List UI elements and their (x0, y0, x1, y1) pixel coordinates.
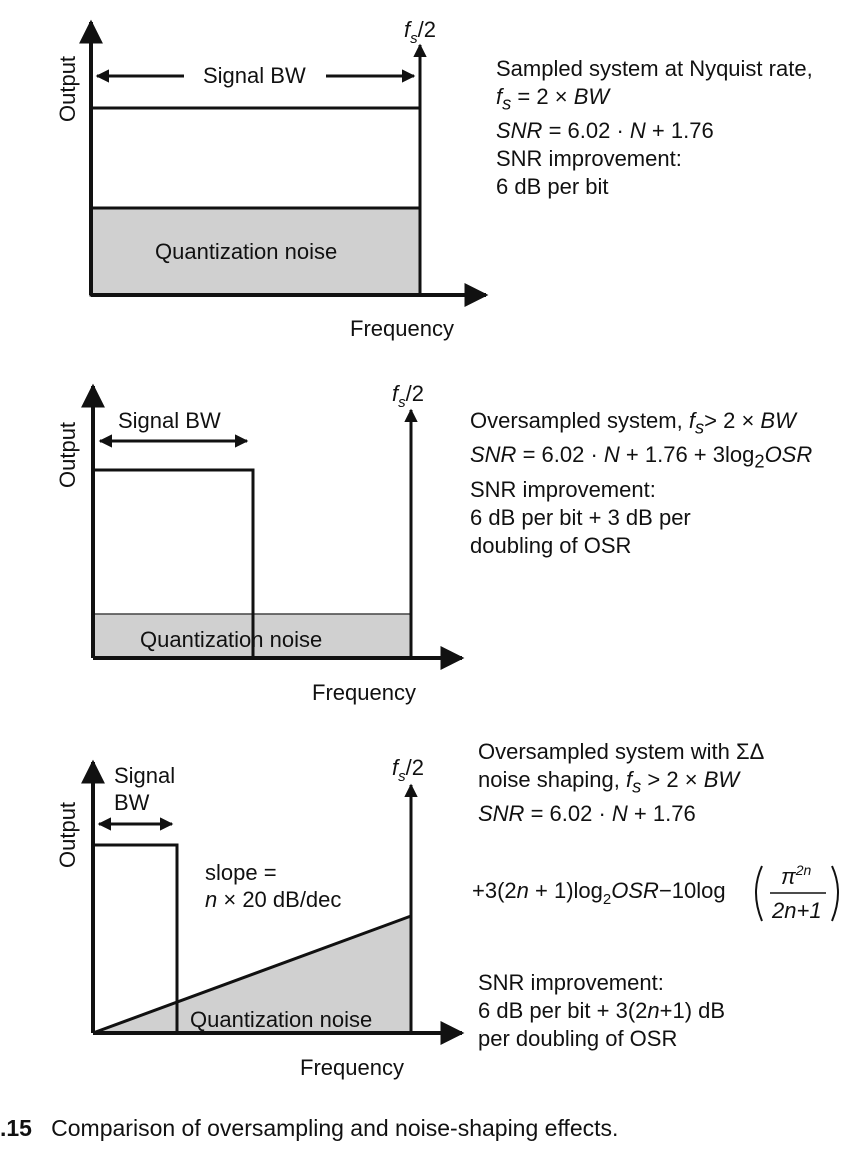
signal-bw-label: Signal BW (118, 408, 221, 433)
desc-line: Sampled system at Nyquist rate, (496, 56, 813, 81)
desc-line: SNR = 6.02 · N + 1.76 (496, 118, 714, 144)
output-label: Output (55, 55, 80, 122)
signal-label-line1: Signal (114, 763, 176, 788)
panel-3-description-top (478, 738, 764, 828)
desc-line: SNR improvement: (478, 970, 664, 995)
fs-half-label: $f_s/2$ (392, 755, 424, 785)
figure-number: .15 (0, 1115, 32, 1141)
signal-bw-label: Signal BW (203, 63, 306, 88)
output-label: Output (55, 801, 80, 868)
desc-line: $f_s = 2$ × BW (496, 84, 610, 114)
panel-2-description (470, 407, 812, 560)
output-label: Output (55, 421, 80, 488)
paren-left (756, 866, 762, 921)
desc-line: Oversampled system with ΣΔ (478, 739, 765, 764)
figure-caption (0, 1115, 618, 1142)
fs-half-label: $f_s/2$ (404, 17, 436, 47)
desc-line: 6 dB per bit (496, 174, 609, 200)
desc-line: Oversampled system, $f_s> 2$ × BW (470, 408, 796, 438)
noise-label: Quantization noise (155, 239, 338, 264)
fs-half-label: $f_s/2$ (392, 381, 424, 411)
fraction-numerator: $\pi^{2n}$ (781, 862, 812, 889)
desc-line: 6 dB per bit + 3 dB per (470, 504, 691, 530)
slope-label-line1: slope = (205, 860, 277, 885)
desc-line: 6 dB per bit + 3(2n+1) dB (478, 998, 726, 1023)
desc-line: SNR = $6.02 \cdot N + 1.76 + 3\log_2OSR$ (470, 442, 813, 472)
panel-2-oversampled (55, 381, 462, 705)
noise-label: Quantization noise (190, 1007, 373, 1032)
slope-label-line2: n × 20 dB/dec (205, 887, 342, 912)
panel-3-description-bottom (478, 969, 725, 1053)
caption-text: Comparison of oversampling and noise-shaping effects. (51, 1115, 619, 1141)
desc-line: per doubling of OSR (478, 1026, 678, 1051)
desc-line: SNR improvement: (470, 476, 656, 502)
desc-line: doubling of OSR (470, 532, 632, 558)
signal-band-outline (93, 845, 177, 1033)
panel-1-description (496, 55, 813, 201)
panel-1-nyquist (55, 17, 486, 341)
paren-right (832, 866, 838, 921)
noise-label: Quantization noise (140, 627, 323, 652)
desc-line: SNR improvement: (496, 146, 682, 172)
frequency-label: Frequency (300, 1055, 404, 1080)
formula-main: $+3(2n + 1)\log_2OSR-10\log$ (472, 878, 726, 908)
desc-line: noise shaping, $f_s > 2$ × BW (478, 767, 740, 797)
frequency-label: Frequency (312, 680, 416, 705)
signal-label-line2: BW (114, 790, 150, 815)
fraction-denominator: 2n+1 (772, 898, 822, 923)
frequency-label: Frequency (350, 316, 454, 341)
snr-formula-continuation (472, 862, 838, 923)
desc-line: SNR = 6.02 · N + 1.76 (478, 801, 696, 827)
